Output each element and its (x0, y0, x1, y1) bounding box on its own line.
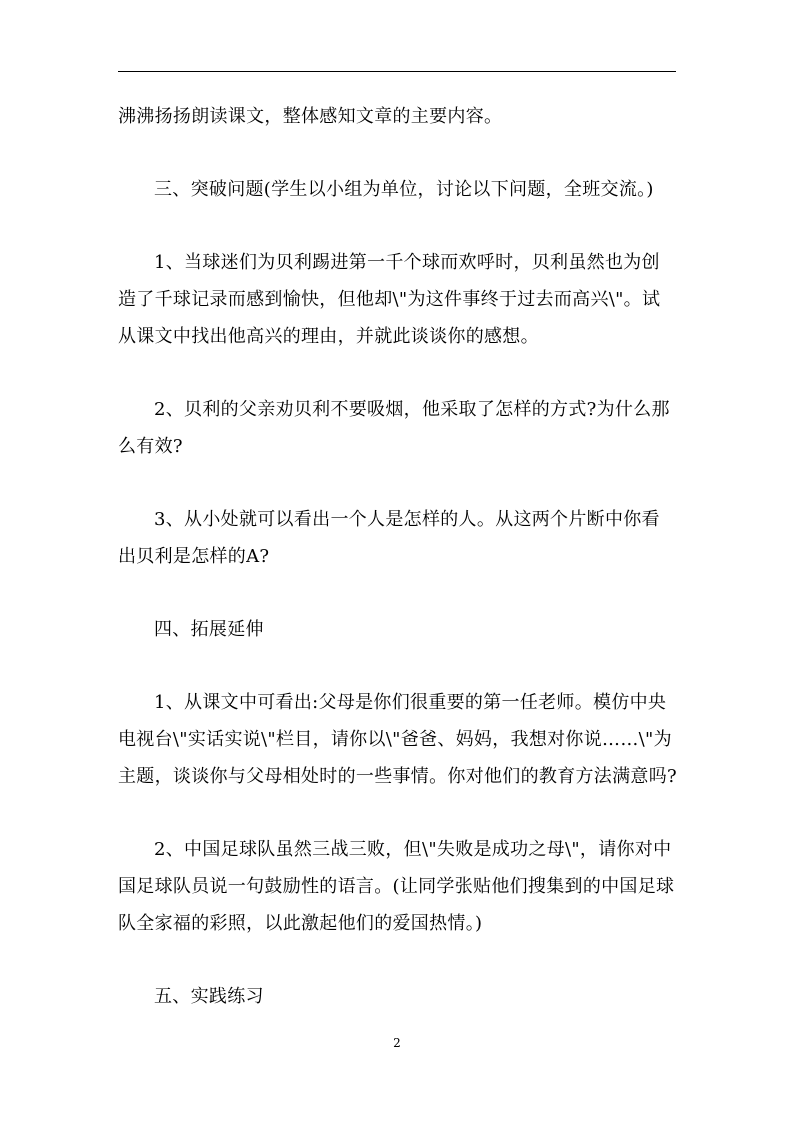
paragraph-intro: 沸沸扬扬朗读课文，整体感知文章的主要内容。 (118, 106, 503, 127)
section-heading-3: 三、突破问题(学生以小组为单位，讨论以下问题，全班交流。) (154, 179, 654, 200)
question-1: 1、当球迷们为贝利踢进第一千个球而欢呼时，贝利虽然也为创造了千球记录而感到愉快，但他却\"为这件事终于过去而高兴\"。试从课文中找出他高兴的理由，并就此谈谈你的感想。 (118, 252, 661, 347)
extension-item-1: 1、从课文中可看出:父母是你们很重要的第一任老师。模仿中央电视台\"实话实说\"栏目，请你以\"爸爸、妈妈，我想对你说……\"为主题，谈谈你与父母相处时的一些事情。你对他们的教育方法满意吗? (118, 692, 677, 787)
question-2: 2、贝利的父亲劝贝利不要吸烟，他采取了怎样的方式?为什么那么有效? (118, 399, 670, 457)
header-rule (118, 71, 676, 72)
question-3: 3、从小处就可以看出一个人是怎样的人。从这两个片断中你看出贝利是怎样的A? (118, 509, 660, 567)
section-heading-4: 四、拓展延伸 (154, 619, 264, 640)
section-heading-5: 五、实践练习 (154, 986, 264, 1007)
page-number: 2 (393, 1036, 401, 1050)
extension-item-2: 2、中国足球队虽然三战三败，但\"失败是成功之母\"，请你对中国足球队员说一句鼓励性的语言。(让同学张贴他们搜集到的中国足球队全家福的彩照，以此激起他们的爱国热情。) (118, 839, 675, 934)
document-body (118, 98, 678, 1015)
